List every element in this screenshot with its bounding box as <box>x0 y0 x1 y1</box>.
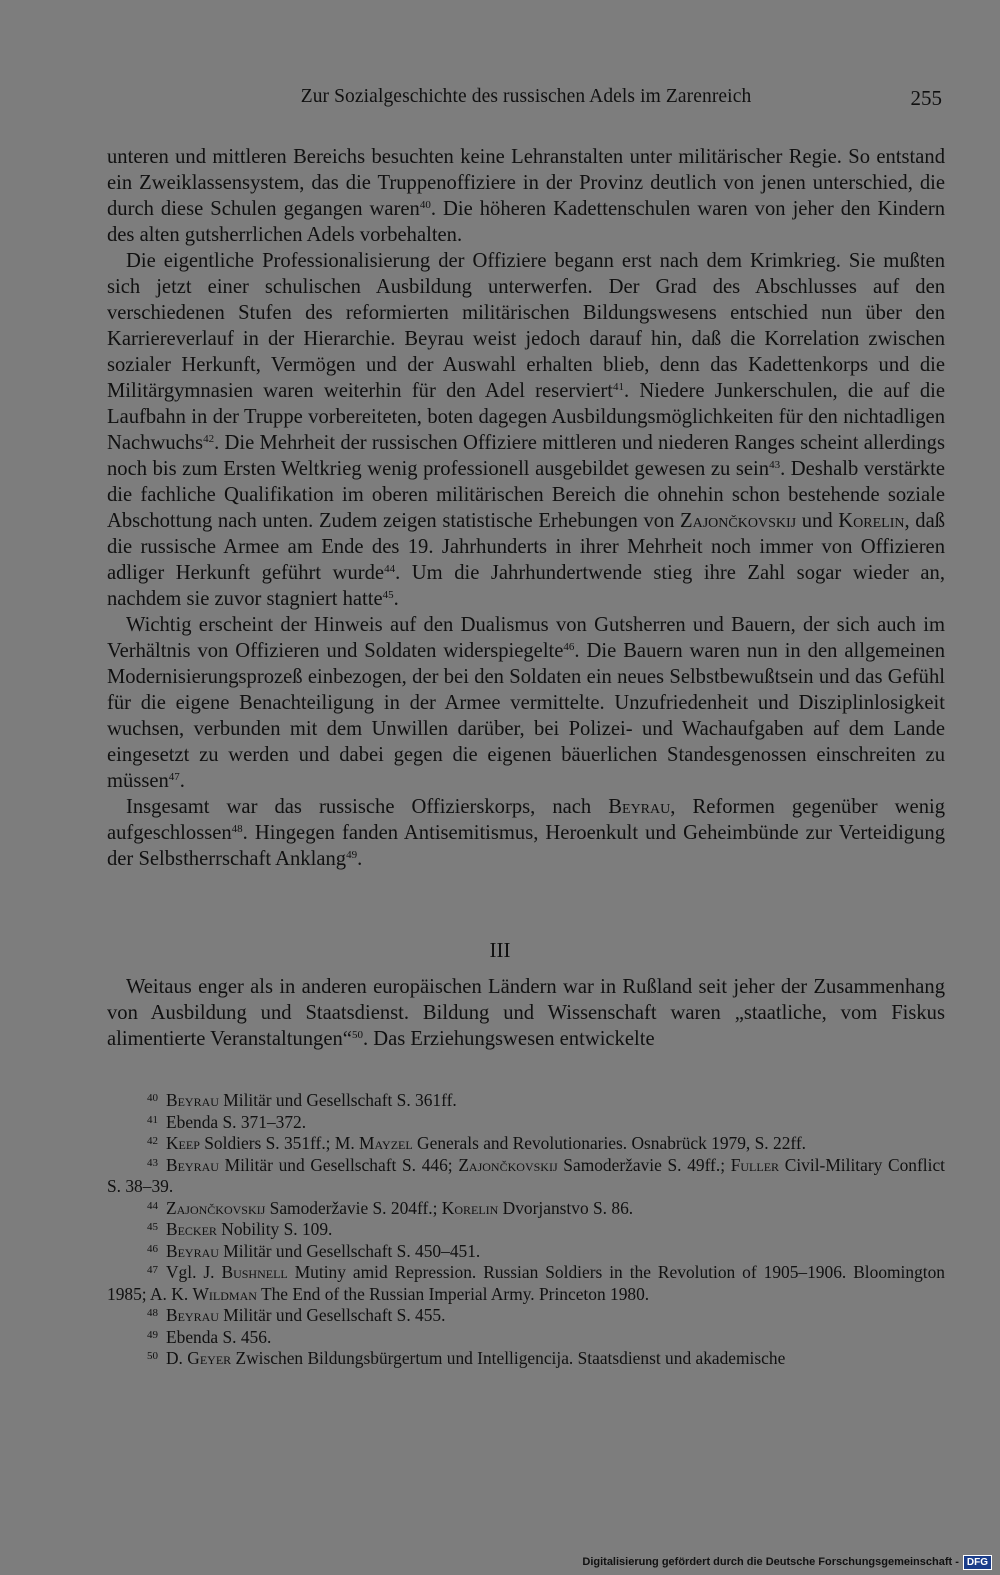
credit-text: Digitalisierung gefördert durch die Deutsche Forschungsgemeinschaft - <box>582 1556 959 1568</box>
footnote <box>107 1155 945 1198</box>
footnote-text: Militär und Gesellschaft S. 455. <box>218 1305 446 1325</box>
paragraph-1: unteren und mittleren Bereichs besuchten keine Lehranstalten unter militärischer Regie. So entstand ein Zweiklassensystem, das die Truppenoffiziere in der Provinz deutlich von jenen unterschied, die durch diese Schulen gegangen waren$^{40}$. Die höheren Kadettenschulen waren von jeher den Kindern des alten gutsherrlichen Adels vorbehalten. <box>107 146 945 246</box>
author-name: Beyrau <box>166 1305 219 1325</box>
author-name: Beyrau <box>166 1154 219 1175</box>
footnote-text: Samoderžavie S. 204ff.; <box>265 1197 442 1218</box>
author-name: Becker <box>166 1219 217 1239</box>
footnote-ref[interactable]: 44 <box>384 563 396 575</box>
author-name: Beyrau <box>608 796 671 818</box>
footnote-text: Militär und Gesellschaft S. 450–451. <box>218 1240 481 1261</box>
footnote-text: Dvorjanstvo S. 86. <box>498 1197 634 1218</box>
footnote-text: D. <box>166 1348 188 1368</box>
author-name: Keep <box>166 1133 200 1153</box>
footnote-text: Samoderžavie S. 49ff.; <box>557 1154 731 1175</box>
digitization-credit <box>582 1553 1000 1571</box>
footnote-text: Civil-Military Conflict S. 38–39. <box>107 1154 945 1196</box>
body-text <box>107 144 945 872</box>
footnotes <box>107 1090 945 1370</box>
footnote <box>107 1241 945 1263</box>
author-name: Mayzel <box>359 1133 413 1153</box>
paragraph-5: Weitaus enger als in anderen europäischen Ländern war in Rußland seit jeher der Zusammenhang von Ausbildung und Staatsdienst. Bildung und Wissenschaft waren „staatliche, vom Fiskus alimentierte Veranstaltungen“$^{50}$. Das Erziehungswesen entwickelte <box>107 976 945 1050</box>
footnote-ref[interactable]: 50 <box>351 1029 363 1041</box>
footnote-text: The End of the Russian Imperial Army. Princeton 1980. <box>256 1283 650 1304</box>
footnote-text: Generals and Revolutionaries. Osnabrück 1979, S. 22ff. <box>412 1133 807 1153</box>
author-name: Korelin <box>441 1197 499 1218</box>
author-name: Bushnell <box>221 1262 288 1282</box>
footnote-number: 48 <box>147 1307 158 1319</box>
paragraph-4: Insgesamt war das russische Offizierskorps, nach Beyrau, Reformen gegenüber wenig aufgeschlossen$^{48}$. Hingegen fanden Antisemitismus, Heroenkult und Geheimbünde zur Verteidigung der Selbstherrschaft Anklang$^{49}$. <box>107 796 946 870</box>
dfg-logo: DFG <box>963 1555 992 1570</box>
author-name: Geyer <box>187 1348 232 1368</box>
footnote-number: 46 <box>147 1242 158 1255</box>
footnote-number: 43 <box>147 1156 158 1169</box>
paragraph-2: Die eigentliche Professionalisierung der Offiziere begann erst nach dem Krimkrieg. Sie mußten sich jetzt einer schulischen Ausbildung unterwerfen. Der Grad des Abschlusses auf den verschiedenen Stufen des reformierten militärischen Bildungswesens entschied nun über den Karriereverlauf in der Hierarchie. Beyrau weist jedoch darauf hin, daß die Korrelation zwischen sozialer Herkunft, Vermögen und der Auswahl erhalten blieb, denn das Kadettenkorps und die Militärgymnasien waren weiterhin für den Adel reserviert$^{41}$. Niedere Junkerschulen, die auf die Laufbahn in der Truppe vorbereiteten, boten dagegen Ausbildungsmöglichkeiten für den nichtadligen Nachwuchs$^{42}$. Die Mehrheit der russischen Offiziere mittleren und niederen Ranges scheint allerdings noch bis zum Ersten Weltkrieg wenig professionell ausgebildet gewesen zu sein$^{43}$. Deshalb verstärkte die fachliche Qualifikation im oberen militärischen Bereich die ohnehin schon bestehende soziale Abschottung nach unten. Zudem zeigen statistische Erhebungen von Zajončkovskij und Korelin, daß die russische Armee am Ende des 19. Jahrhunderts in ihrer Mehrheit noch immer von Offizieren adliger Herkunft geführt wurde$^{44}$. Um die Jahrhundertwende stieg ihre Zahl sogar wieder an, nachdem sie zuvor stagniert hatte$^{45}$. <box>107 250 946 610</box>
footnote <box>107 1198 945 1220</box>
page-number: 255 <box>910 86 942 110</box>
footnote-number: 47 <box>147 1264 158 1276</box>
footnote-text: Soldiers S. 351ff.; M. <box>199 1133 360 1153</box>
author-name: Zajončkovskij <box>166 1197 266 1218</box>
footnote <box>107 1219 945 1241</box>
footnote-ref[interactable]: 42 <box>203 433 215 445</box>
author-name: Zajončkovskij <box>680 510 797 532</box>
author-name: Beyrau <box>166 1090 219 1110</box>
running-title: Zur Sozialgeschichte des russischen Adels im Zarenreich <box>300 86 752 107</box>
paragraph-3: Wichtig erscheint der Hinweis auf den Dualismus von Gutsherren und Bauern, der sich auch im Verhältnis von Offizieren und Soldaten widerspiegelte$^{46}$. Die Bauern waren nun in den allgemeinen Modernisierungsprozeß einbezogen, der bei den Soldaten ein neues Selbstbewußtsein und das Gefühl für die eigene Benachteiligung in der Armee vermittelte. Unzufriedenheit und Disziplinlosigkeit wuchsen, verbunden mit dem Unwillen darüber, bei Polizei- und Wachaufgaben auf dem Lande eingesetzt zu werden und dabei gegen die eigenen bäuerlichen Standesgenossen einschreiten zu müssen$^{47}$. <box>107 614 945 792</box>
footnote <box>107 1112 945 1134</box>
footnote-ref[interactable]: 40 <box>419 199 431 211</box>
author-name: Beyrau <box>166 1240 219 1261</box>
author-name: Wildman <box>192 1283 257 1304</box>
footnote-text: Vgl. J. <box>166 1262 222 1282</box>
footnote-text: Militär und Gesellschaft S. 361ff. <box>218 1090 457 1110</box>
footnote <box>107 1262 945 1305</box>
footnote-ref[interactable]: 46 <box>563 641 575 653</box>
footnote <box>107 1090 945 1112</box>
footnote-ref[interactable]: 41 <box>612 381 624 393</box>
author-name: Zajončkovskij <box>458 1154 558 1175</box>
footnote-number: 40 <box>147 1092 158 1104</box>
footnote-number: 41 <box>147 1113 158 1126</box>
footnote-ref[interactable]: 47 <box>168 771 180 783</box>
footnote-text: Nobility S. 109. <box>216 1219 333 1239</box>
footnote <box>107 1327 945 1349</box>
footnote-number: 42 <box>147 1135 158 1147</box>
footnote <box>107 1133 945 1155</box>
author-name: Fuller <box>730 1154 780 1175</box>
footnote-ref[interactable]: 49 <box>346 849 358 861</box>
section-text <box>107 974 945 1052</box>
footnote-ref[interactable]: 43 <box>769 459 781 471</box>
footnote-number: 49 <box>147 1328 158 1341</box>
footnote <box>107 1305 945 1327</box>
footnote-text: Militär und Gesellschaft S. 446; <box>218 1154 459 1175</box>
footnote-number: 50 <box>147 1350 158 1362</box>
footnote-number: 45 <box>147 1221 158 1233</box>
footnote-text: Zwischen Bildungsbürgertum und Intelligencija. Staatsdienst und akademische <box>231 1348 786 1368</box>
section-heading: III <box>489 938 511 962</box>
footnote-text: Ebenda S. 371–372. <box>166 1111 307 1132</box>
footnote-text: Ebenda S. 456. <box>166 1326 272 1347</box>
footnote-text: Mutiny amid Repression. Russian Soldiers in the Revolution of 1905–1906. Bloomington 1985; A. K. <box>107 1262 945 1304</box>
footnote-ref[interactable]: 45 <box>382 589 394 601</box>
page-header <box>108 86 944 114</box>
author-name: Korelin <box>838 510 905 532</box>
footnote-number: 44 <box>147 1199 158 1212</box>
footnote-ref[interactable]: 48 <box>231 823 243 835</box>
footnote <box>107 1348 945 1370</box>
